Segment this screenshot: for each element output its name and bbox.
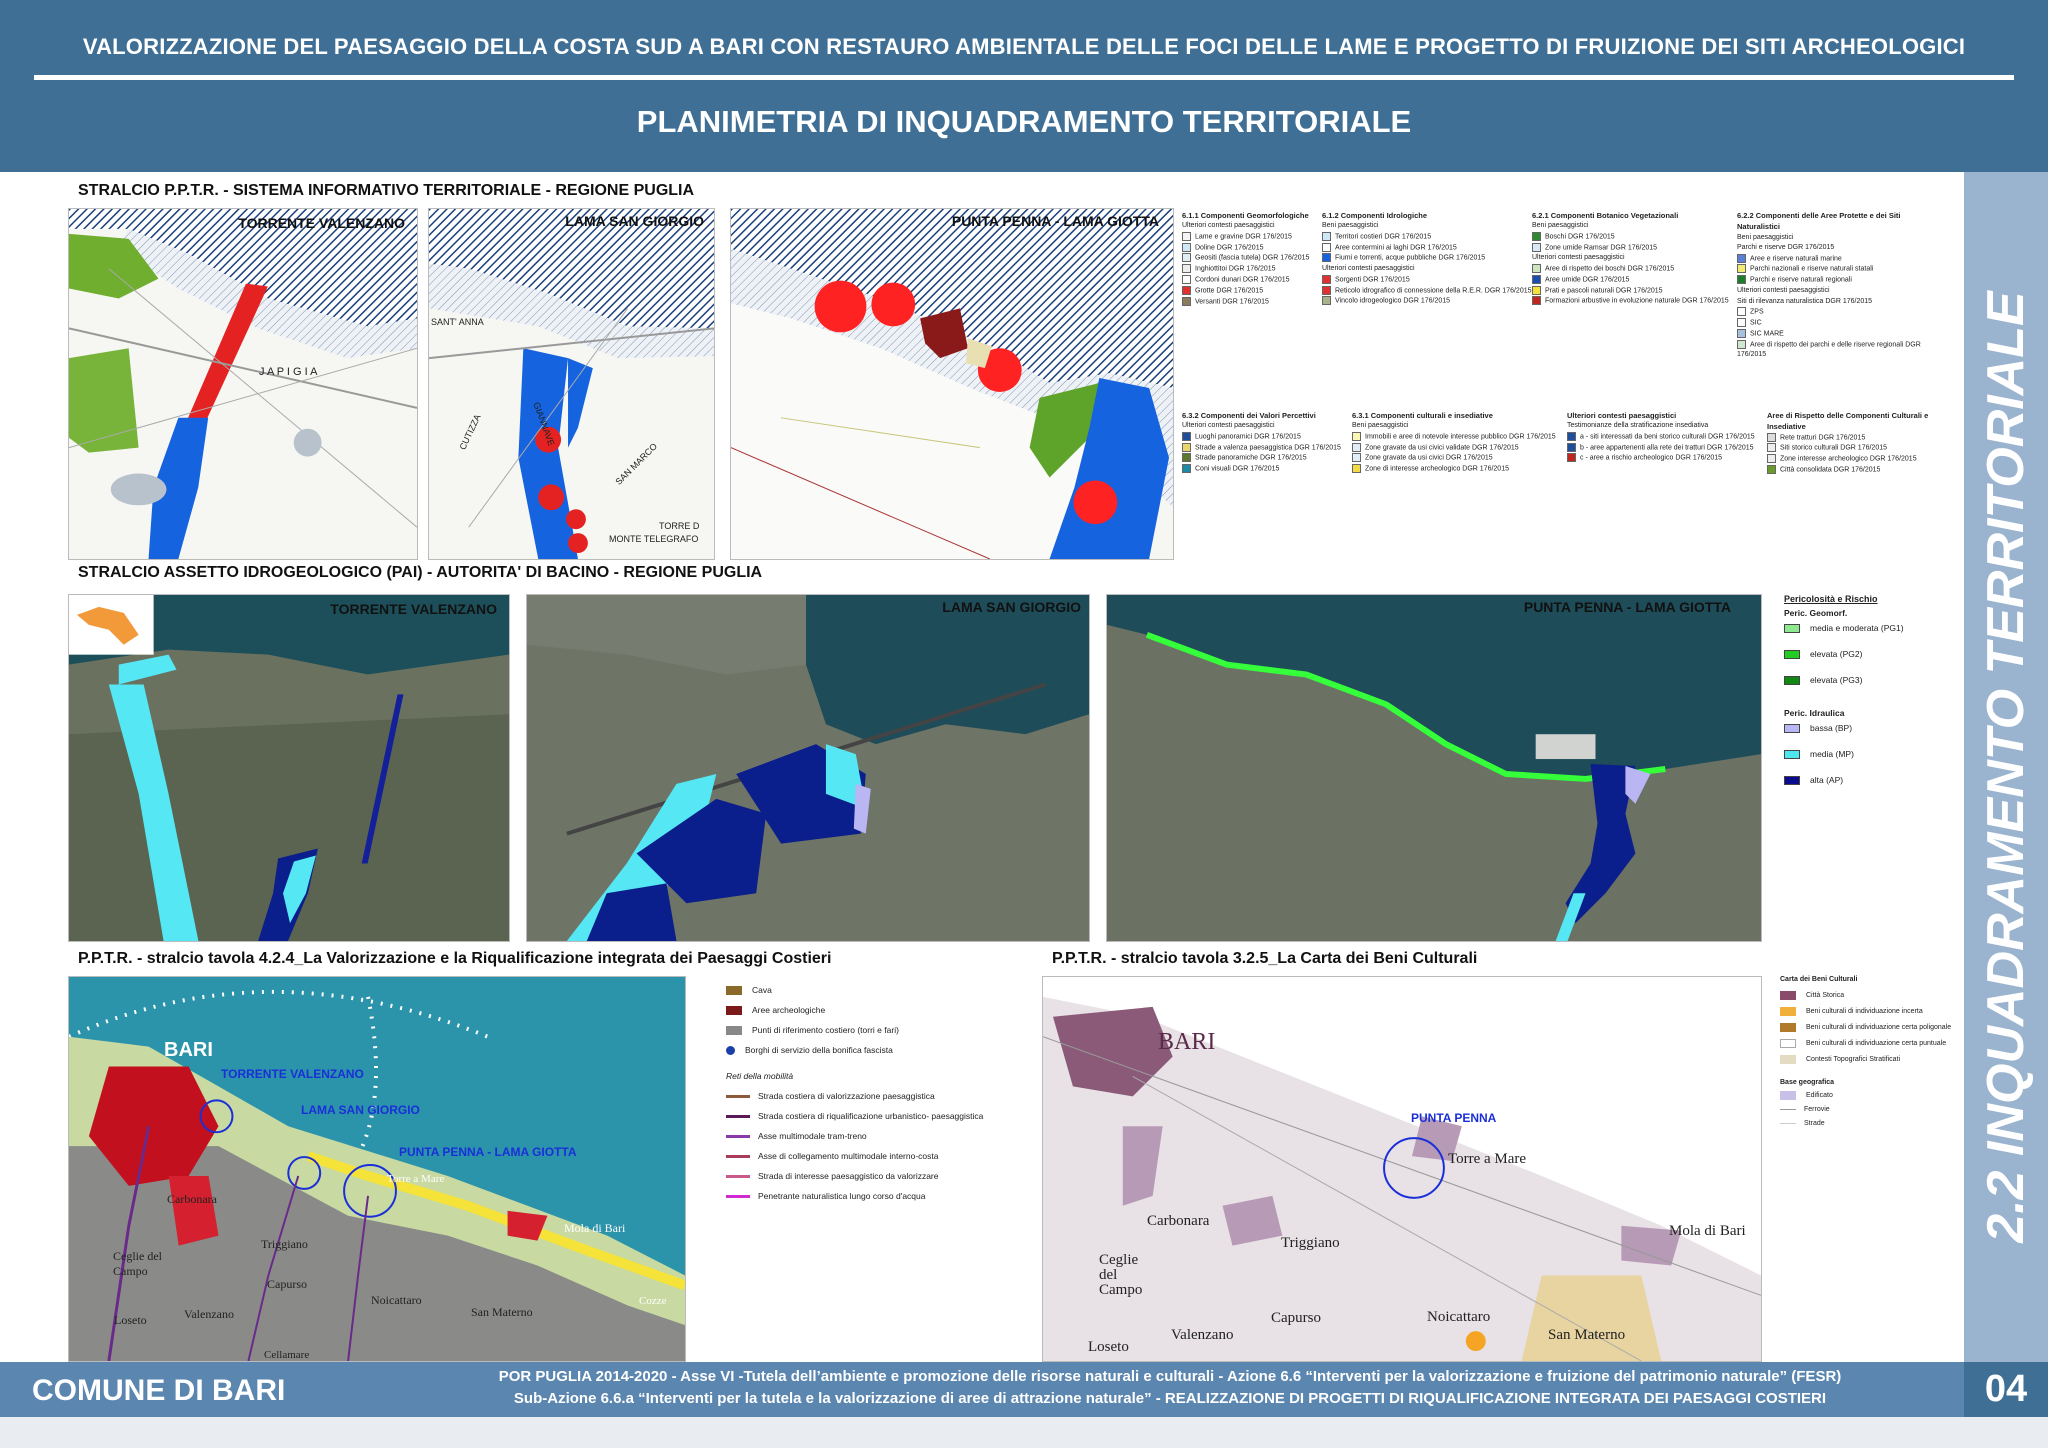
pptr-map-2-place-cutizza: CUTIZZA [457, 412, 483, 452]
legend-item: Città consolidata DGR 176/2015 [1767, 465, 1942, 476]
pptr-map-2-drawing [429, 209, 714, 559]
legend-item: Parchi e riserve DGR 176/2015 [1737, 244, 1835, 251]
legend-item: b - aree appartenenti alla rete dei tratturi DGR 176/2015 [1567, 443, 1757, 454]
legend-item: Parchi nazionali e riserve naturali statali [1737, 264, 1942, 275]
legend-sub: Ulteriori contesti paesaggistici [1182, 222, 1275, 230]
tav424-legend-item: Strada costiera di valorizzazione paesaggistica [726, 1086, 986, 1106]
tav424-place-cellamare: Cellamare [264, 1349, 310, 1361]
tav325-place-bari: BARI [1158, 1029, 1216, 1055]
legend-item: Rete tratturi DGR 176/2015 [1767, 433, 1942, 444]
legend-item: Strade panoramiche DGR 176/2015 [1182, 453, 1352, 464]
legend-item: Ulteriori contesti paesaggistici [1532, 254, 1625, 262]
tav424-label-sangiorgio: LAMA SAN GIORGIO [301, 1103, 420, 1117]
tav424-legend-item: Strada costiera di riqualificazione urbanistico- paesaggistica [726, 1106, 986, 1126]
tav325-legend-item: Strade [1780, 1116, 1955, 1130]
tav424-legend-item: Punti di riferimento costiero (torri e fari) [726, 1020, 986, 1040]
section-title-tav424: P.P.T.R. - stralcio tavola 4.2.4_La Valorizzazione e la Riqualificazione integrata dei Paesaggi Costieri [78, 950, 832, 967]
tav424-label-puntapenna: PUNTA PENNA - LAMA GIOTTA [399, 1145, 577, 1159]
tav424-legend [726, 980, 986, 1206]
pptr-map-2-place-sanmarco: SAN MARCO [613, 441, 660, 487]
tav325-place-carbonara: Carbonara [1147, 1213, 1210, 1229]
pai-map-3-drawing [1107, 595, 1761, 941]
tav325-label-puntapenna: PUNTA PENNA [1411, 1111, 1497, 1125]
header-rule [34, 75, 2014, 80]
footer-band [0, 1362, 1964, 1417]
pptr-map-2-label: LAMA SAN GIORGIO [565, 213, 704, 229]
legend-item: Aree umide DGR 176/2015 [1532, 275, 1737, 286]
legend-item: Inghiottitoi DGR 176/2015 [1182, 264, 1322, 275]
tav325-place-capurso: Capurso [1271, 1310, 1321, 1326]
side-band-title: 2.2 INQUADRAMENTO TERRITORIALE [1977, 291, 2035, 1243]
pai-legend-title: Pericolosità e Rischio [1784, 594, 1878, 604]
pptr-legend-col3 [1532, 210, 1737, 307]
footer-comune: COMUNE DI BARI [32, 1374, 286, 1407]
legend-item: Aree e riserve naturali marine [1737, 254, 1942, 265]
legend-item: Immobili e aree di notevole interesse pubblico DGR 176/2015 [1352, 432, 1562, 443]
legend-item: Doline DGR 176/2015 [1182, 243, 1322, 254]
tav325-legend-item: Ferrovie [1780, 1102, 1955, 1116]
tav325-legend-item: Beni culturali di individuazione certa puntuale [1780, 1035, 1955, 1051]
tav424-legend-item: Asse multimodale tram-treno [726, 1126, 986, 1146]
legend-item: Parchi e riserve naturali regionali [1737, 275, 1942, 286]
tav424-place-sanmaterno: San Materno [471, 1305, 533, 1319]
legend-heading: 6.2.1 Componenti Botanico Vegetazionali [1532, 211, 1679, 220]
legend-item: Versanti DGR 176/2015 [1182, 297, 1322, 308]
legend-heading: 6.2.2 Componenti delle Aree Protette e dei Siti Naturalistici [1737, 211, 1901, 232]
tav424-legend-item: Borghi di servizio della bonifica fascista [726, 1040, 986, 1060]
legend-sub: Beni paesaggistici [1737, 233, 1794, 241]
tav325-place-sanmaterno: San Materno [1548, 1327, 1626, 1343]
tav424-place-carbonara: Carbonara [167, 1192, 217, 1206]
tav424-place-loseto: Loseto [114, 1313, 147, 1327]
tav325-legend-item: Beni culturali di individuazione incerta [1780, 1003, 1955, 1019]
tav325-legend-head: Carta dei Beni Culturali [1780, 976, 1858, 983]
pai-legend-item: elevata (PG3) [1784, 670, 1954, 690]
legend-heading: 6.1.1 Componenti Geomorfologiche [1182, 211, 1309, 220]
legend-item: Zone umide Ramsar DGR 176/2015 [1532, 243, 1737, 254]
tav424-place-mola: Mola di Bari [564, 1221, 626, 1235]
legend-item: Territori costieri DGR 176/2015 [1322, 232, 1532, 243]
legend-item: ZPS [1737, 307, 1942, 318]
pptr-legend-col5 [1182, 410, 1352, 475]
legend-sub: Beni paesaggistici [1532, 222, 1589, 230]
legend-item: Vincolo idrogeologico DGR 176/2015 [1322, 296, 1532, 307]
legend-heading: Ulteriori contesti paesaggistici [1567, 411, 1677, 420]
pai-legend-idr-head: Peric. Idraulica [1784, 708, 1845, 718]
pai-map-3-label: PUNTA PENNA - LAMA GIOTTA [1523, 599, 1731, 615]
pptr-map-torrente-valenzano [68, 208, 418, 560]
page-subtitle: PLANIMETRIA DI INQUADRAMENTO TERRITORIALE [636, 104, 1412, 139]
pai-legend-item: alta (AP) [1784, 770, 1954, 790]
tav325-legend [1780, 976, 1955, 1130]
tav424-place-ceglie: Ceglie del Campo [113, 1249, 162, 1278]
legend-item: Zone di interesse archeologico DGR 176/2015 [1352, 464, 1562, 475]
tav325-legend-item: Beni culturali di individuazione certa poligonale [1780, 1019, 1955, 1035]
pai-map-1-label: TORRENTE VALENZANO [330, 601, 497, 617]
tav325-legend-base-head: Base geografica [1780, 1079, 1835, 1086]
legend-heading: 6.3.2 Componenti dei Valori Percettivi [1182, 411, 1316, 420]
pptr-legend-col2 [1322, 210, 1532, 307]
tav424-label-valenzano: TORRENTE VALENZANO [221, 1067, 364, 1081]
tav424-place-bari: BARI [164, 1039, 213, 1061]
legend-sub: Beni paesaggistici [1322, 222, 1379, 230]
project-title: VALORIZZAZIONE DEL PAESAGGIO DELLA COSTA SUD A BARI CON RESTAURO AMBIENTALE DELLE FOCI DELLE LAME E PROGETTO DI FRUIZIONE DEI SITI ARCHEOLOGICI [82, 34, 1966, 59]
pptr-map-1-place: J A P I G I A [259, 366, 318, 378]
pai-map-2-drawing [527, 595, 1089, 941]
legend-item: a - siti interessati da beni storico culturali DGR 176/2015 [1567, 432, 1757, 443]
tav325-map-drawing [1043, 977, 1761, 1361]
tav424-place-torreamare: Torre a Mare [387, 1173, 445, 1185]
pai-legend-item: elevata (PG2) [1784, 644, 1954, 664]
legend-item: SIC [1737, 318, 1942, 329]
tav325-place-mola: Mola di Bari [1669, 1223, 1746, 1239]
pai-legend-item: bassa (BP) [1784, 718, 1954, 738]
legend-item: Zone interesse archeologico DGR 176/2015 [1767, 454, 1942, 465]
tav325-place-noicattaro: Noicattaro [1427, 1309, 1491, 1325]
pai-legend-item: media e moderata (PG1) [1784, 618, 1954, 638]
legend-item: Aree contermini ai laghi DGR 176/2015 [1322, 243, 1532, 254]
tav424-legend-item: Asse di collegamento multimodale interno-costa [726, 1146, 986, 1166]
tav325-legend-item: Edificato [1780, 1088, 1955, 1102]
pai-legend [1784, 594, 1954, 790]
tav424-place-capurso: Capurso [267, 1277, 307, 1291]
tav424-legend-item: Penetrante naturalistica lungo corso d'acqua [726, 1186, 986, 1206]
tav325-legend-item: Città Storica [1780, 987, 1955, 1003]
tav325-legend-item: Contesti Topografici Stratificati [1780, 1051, 1955, 1067]
legend-item: Zone gravate da usi civici DGR 176/2015 [1352, 453, 1562, 464]
legend-item: Grotte DGR 176/2015 [1182, 286, 1322, 297]
side-band [1964, 172, 2048, 1362]
pptr-map-2-place-giannave: GIANNAVE [531, 400, 557, 448]
tav325-place-loseto: Loseto [1088, 1339, 1129, 1355]
tav424-place-cozze: Cozze [639, 1295, 667, 1307]
tav424-legend-item: Cava [726, 980, 986, 1000]
legend-item: Cordoni dunari DGR 176/2015 [1182, 275, 1322, 286]
pptr-map-1-drawing [69, 209, 417, 559]
pai-map-punta-penna [1106, 594, 1762, 942]
legend-item: Geositi (fascia tutela) DGR 176/2015 [1182, 253, 1322, 264]
legend-item: Siti di rilevanza naturalistica DGR 176/2015 [1737, 297, 1873, 305]
pai-legend-geo-head: Peric. Geomorf. [1784, 608, 1848, 618]
legend-item: Aree di rispetto dei parchi e delle riserve regionali DGR 176/2015 [1737, 340, 1921, 359]
legend-item: Sorgenti DGR 176/2015 [1322, 275, 1532, 286]
legend-item: Zone gravate da usi civici validate DGR 176/2015 [1352, 443, 1562, 454]
legend-heading: Aree di Rispetto delle Componenti Culturali e Insediative [1767, 411, 1929, 432]
tav424-legend-mobility-head: Reti della mobilità [726, 1071, 794, 1081]
pptr-legend-col4 [1737, 210, 1942, 361]
pptr-map-3-drawing [731, 209, 1173, 559]
pai-map-2-label: LAMA SAN GIORGIO [942, 599, 1081, 615]
tav325-place-torreamare: Torre a Mare [1448, 1151, 1527, 1167]
section-title-pptr: STRALCIO P.P.T.R. - SISTEMA INFORMATIVO TERRITORIALE - REGIONE PUGLIA [78, 182, 695, 199]
legend-sub: Testimonianze della stratificazione insediativa [1567, 422, 1709, 430]
tav424-place-valenzano: Valenzano [184, 1307, 234, 1321]
header-band [0, 0, 2048, 172]
footer-line-2: Sub-Azione 6.6.a “Interventi per la tutela e la valorizzazione di aree di attrazione naturale” - REALIZZAZIONE DI PROGETTI DI RIQUALIFICAZIONE INTEGRATA DEI PAESAGGI COSTIERI [513, 1390, 1827, 1407]
legend-item: SIC MARE [1737, 329, 1942, 340]
legend-item: c - aree a rischio archeologico DGR 176/2015 [1567, 453, 1757, 464]
pptr-map-1-label: TORRENTE VALENZANO [238, 215, 405, 231]
legend-heading: 6.3.1 Componenti culturali e insediative [1352, 411, 1493, 420]
pptr-map-2-place-santanna: SANT' ANNA [431, 317, 484, 327]
tav424-legend-item: Strada di interesse paesaggistico da valorizzare [726, 1166, 986, 1186]
pai-legend-item: media (MP) [1784, 744, 1954, 764]
tav424-place-noicattaro: Noicattaro [371, 1293, 422, 1307]
footer-line-1: POR PUGLIA 2014-2020 - Asse VI -Tutela dell’ambiente e promozione delle risorse naturali e culturali - Azione 6.6 “Interventi per la valorizzazione e fruizione del patrimonio naturale” (FESR) [498, 1368, 1842, 1385]
pptr-legend-col8 [1767, 410, 1942, 476]
legend-item: Ulteriori contesti paesaggistici [1322, 265, 1415, 273]
section-title-pai: STRALCIO ASSETTO IDROGEOLOGICO (PAI) - AUTORITA' DI BACINO - REGIONE PUGLIA [78, 564, 763, 581]
section-title-tav325: P.P.T.R. - stralcio tavola 3.2.5_La Carta dei Beni Culturali [1052, 950, 1478, 967]
pptr-legend [1182, 210, 1942, 560]
pptr-map-2-place-montetelegrafo: MONTE TELEGRAFO [609, 534, 699, 544]
legend-item: Strade a valenza paesaggistica DGR 176/2015 [1182, 443, 1352, 454]
legend-item: Siti storico culturali DGR 176/2015 [1767, 443, 1942, 454]
pai-map-torrente-valenzano [68, 594, 510, 942]
tav325-place-valenzano: Valenzano [1171, 1327, 1234, 1343]
pptr-map-2-place-torred: TORRE D [659, 521, 700, 531]
legend-item: Luoghi panoramici DGR 176/2015 [1182, 432, 1352, 443]
legend-item: Formazioni arbustive in evoluzione naturale DGR 176/2015 [1532, 296, 1737, 307]
pptr-legend-col6 [1352, 410, 1562, 475]
pptr-map-lama-san-giorgio [428, 208, 715, 560]
pptr-legend-col1 [1182, 210, 1322, 308]
pptr-map-punta-penna [730, 208, 1174, 560]
legend-item: Lame e gravine DGR 176/2015 [1182, 232, 1322, 243]
legend-item: Boschi DGR 176/2015 [1532, 232, 1737, 243]
legend-item: Reticolo idrografico di connessione della R.E.R. DGR 176/2015 [1322, 286, 1532, 297]
tav424-map [68, 976, 686, 1362]
legend-item: Aree di rispetto dei boschi DGR 176/2015 [1532, 264, 1737, 275]
legend-item: Prati e pascoli naturali DGR 176/2015 [1532, 286, 1737, 297]
tav424-legend-item: Aree archeologiche [726, 1000, 986, 1020]
tav325-place-ceglie: Ceglie del Campo [1099, 1252, 1143, 1298]
tav325-map [1042, 976, 1762, 1362]
bottom-strip [0, 1417, 2048, 1448]
tav424-place-triggiano: Triggiano [261, 1237, 308, 1251]
legend-item: Fiumi e torrenti, acque pubbliche DGR 176/2015 [1322, 253, 1532, 264]
pptr-legend-col7 [1567, 410, 1757, 464]
legend-item: Coni visuali DGR 176/2015 [1182, 464, 1352, 475]
legend-sub: Beni paesaggistici [1352, 422, 1409, 430]
pai-map-1-drawing [69, 595, 509, 941]
legend-item: Ulteriori contesti paesaggistici [1737, 287, 1830, 295]
pai-map-lama-san-giorgio [526, 594, 1090, 942]
legend-heading: 6.1.2 Componenti Idrologiche [1322, 211, 1428, 220]
legend-sub: Ulteriori contesti paesaggistici [1182, 422, 1275, 430]
tav325-place-triggiano: Triggiano [1281, 1235, 1340, 1251]
pptr-map-3-label: PUNTA PENNA - LAMA GIOTTA [951, 213, 1159, 229]
page-number: 04 [1964, 1362, 2048, 1417]
